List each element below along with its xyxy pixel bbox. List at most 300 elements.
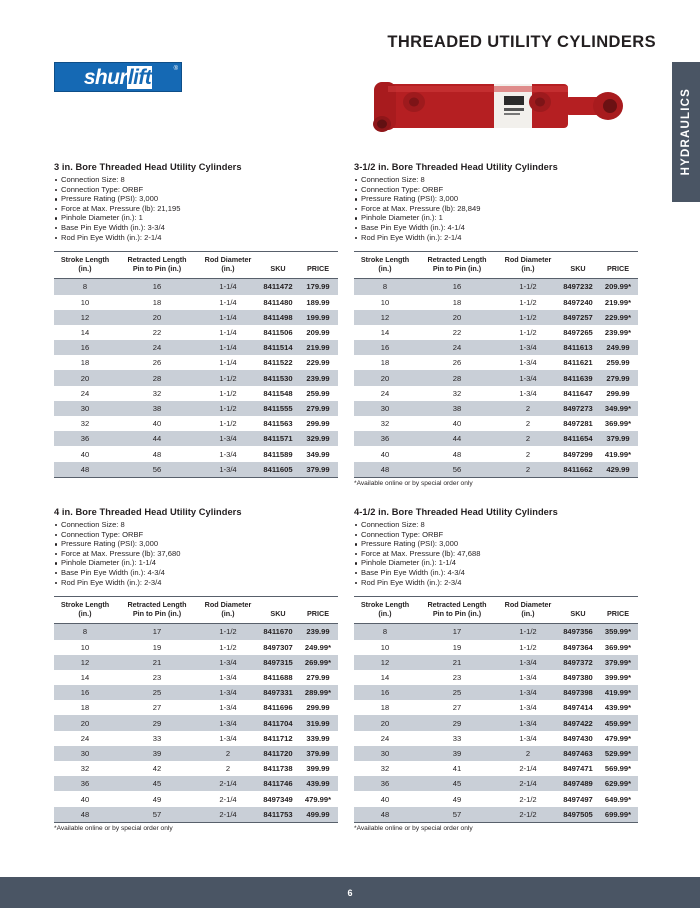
cell-sku: 8497430 [558, 731, 598, 746]
cell-sku: 8411530 [258, 370, 298, 385]
table-row [54, 462, 338, 478]
cell-stroke-length: 20 [54, 370, 116, 385]
cell-stroke-length: 30 [354, 401, 416, 416]
spec-item: Rod Pin Eye Width (in.): 2-1/4 [54, 233, 326, 243]
cell-retracted-length: 27 [416, 700, 498, 715]
spec-item: Connection Type: ORBF [354, 185, 626, 195]
spec-item: Force at Max. Pressure (lb): 21,195 [54, 204, 326, 214]
cell-sku: 8411613 [558, 340, 598, 355]
cell-rod-diameter: 1-3/4 [198, 462, 258, 478]
cell-price: 439.99* [598, 700, 638, 715]
availability-footnote: *Available online or by special order only [54, 825, 173, 833]
spec-item: Pinhole Diameter (in.): 1 [54, 213, 326, 223]
cell-price: 259.99 [298, 386, 338, 401]
cell-sku: 8497497 [558, 791, 598, 806]
cell-stroke-length: 36 [54, 776, 116, 791]
table-row [54, 279, 338, 295]
table-row [354, 685, 638, 700]
cell-price: 209.99 [298, 325, 338, 340]
cell-price: 379.99 [598, 431, 638, 446]
cell-rod-diameter: 2 [198, 761, 258, 776]
cell-stroke-length: 10 [54, 295, 116, 310]
cell-sku: 8497380 [558, 670, 598, 685]
cell-rod-diameter: 1-3/4 [498, 386, 558, 401]
column-header-stroke-length: Stroke Length (in.) [354, 597, 416, 624]
cell-rod-diameter: 1-1/4 [198, 325, 258, 340]
cell-rod-diameter: 1-1/2 [198, 370, 258, 385]
cell-sku: 8411472 [258, 279, 298, 295]
cell-stroke-length: 32 [54, 416, 116, 431]
cell-retracted-length: 21 [416, 655, 498, 670]
product-table [354, 596, 638, 823]
cell-stroke-length: 16 [54, 685, 116, 700]
cell-rod-diameter: 2 [498, 401, 558, 416]
cell-price: 299.99 [598, 386, 638, 401]
table-row [354, 731, 638, 746]
page-content [54, 62, 646, 877]
cell-price: 249.99* [298, 640, 338, 655]
cell-rod-diameter: 1-3/4 [498, 685, 558, 700]
table-row [354, 670, 638, 685]
cell-stroke-length: 10 [354, 295, 416, 310]
cell-stroke-length: 24 [54, 731, 116, 746]
table-row [54, 431, 338, 446]
cell-rod-diameter: 2-1/2 [498, 807, 558, 823]
cell-retracted-length: 29 [416, 715, 498, 730]
cell-sku: 8497281 [558, 416, 598, 431]
cell-retracted-length: 56 [116, 462, 198, 478]
cell-rod-diameter: 2-1/2 [498, 791, 558, 806]
table-row [54, 715, 338, 730]
cell-price: 199.99 [298, 310, 338, 325]
cell-rod-diameter: 1-3/4 [498, 370, 558, 385]
cell-retracted-length: 39 [416, 746, 498, 761]
table-row [54, 746, 338, 761]
cell-price: 239.99 [298, 624, 338, 640]
cell-stroke-length: 24 [354, 731, 416, 746]
cell-sku: 8497422 [558, 715, 598, 730]
table-row [354, 340, 638, 355]
cell-price: 289.99* [298, 685, 338, 700]
cell-sku: 8411480 [258, 295, 298, 310]
cell-price: 179.99 [298, 279, 338, 295]
cell-rod-diameter: 1-1/2 [198, 386, 258, 401]
cell-retracted-length: 48 [116, 446, 198, 461]
cell-rod-diameter: 2-1/4 [498, 761, 558, 776]
cell-sku: 8497372 [558, 655, 598, 670]
table-row [54, 761, 338, 776]
section-block-bore-3 [54, 162, 330, 478]
cell-price: 229.99* [598, 310, 638, 325]
cell-stroke-length: 10 [54, 640, 116, 655]
cell-price: 369.99* [598, 416, 638, 431]
cell-price: 349.99* [598, 401, 638, 416]
cell-sku: 8497398 [558, 685, 598, 700]
cell-stroke-length: 20 [354, 715, 416, 730]
cell-stroke-length: 48 [354, 807, 416, 823]
cell-retracted-length: 18 [416, 295, 498, 310]
logo-text-shur: shur [83, 65, 127, 89]
spec-item: Rod Pin Eye Width (in.): 2-3/4 [54, 578, 326, 588]
cell-price: 229.99 [298, 355, 338, 370]
shurlift-logo-badge [54, 62, 182, 92]
spec-item: Connection Size: 8 [54, 175, 326, 185]
cell-retracted-length: 44 [116, 431, 198, 446]
cell-sku: 8411589 [258, 446, 298, 461]
cell-sku: 8497307 [258, 640, 298, 655]
cell-retracted-length: 25 [116, 685, 198, 700]
cell-sku: 8411753 [258, 807, 298, 823]
table-row [54, 370, 338, 385]
table-row [354, 431, 638, 446]
cell-sku: 8497315 [258, 655, 298, 670]
column-header-rod-diameter: Rod Diameter (in.) [498, 252, 558, 279]
cell-price: 259.99 [598, 355, 638, 370]
cell-rod-diameter: 1-1/4 [198, 295, 258, 310]
cell-sku: 8411555 [258, 401, 298, 416]
cell-price: 379.99* [598, 655, 638, 670]
cell-sku: 8411514 [258, 340, 298, 355]
table-row [54, 401, 338, 416]
cell-stroke-length: 30 [354, 746, 416, 761]
cell-sku: 8411621 [558, 355, 598, 370]
column-header-price: PRICE [598, 252, 638, 279]
cell-sku: 8411696 [258, 700, 298, 715]
cell-stroke-length: 10 [354, 640, 416, 655]
column-header-retracted-length: Retracted Length Pin to Pin (in.) [416, 597, 498, 624]
cell-rod-diameter: 1-1/2 [198, 624, 258, 640]
cell-retracted-length: 49 [116, 791, 198, 806]
cell-rod-diameter: 1-1/4 [198, 310, 258, 325]
cell-price: 569.99* [598, 761, 638, 776]
cell-rod-diameter: 1-3/4 [198, 685, 258, 700]
cell-price: 479.99* [598, 731, 638, 746]
cell-stroke-length: 48 [54, 807, 116, 823]
product-table [54, 596, 338, 823]
cell-sku: 8411688 [258, 670, 298, 685]
cell-price: 299.99 [298, 416, 338, 431]
table-row [54, 295, 338, 310]
cell-rod-diameter: 2-1/4 [198, 776, 258, 791]
cell-rod-diameter: 2 [198, 746, 258, 761]
cell-retracted-length: 25 [416, 685, 498, 700]
cell-stroke-length: 12 [354, 655, 416, 670]
cell-stroke-length: 40 [354, 791, 416, 806]
cell-sku: 8497414 [558, 700, 598, 715]
cell-price: 369.99* [598, 640, 638, 655]
cell-price: 529.99* [598, 746, 638, 761]
cell-stroke-length: 14 [54, 325, 116, 340]
cell-rod-diameter: 2 [498, 416, 558, 431]
cell-price: 219.99 [298, 340, 338, 355]
cell-retracted-length: 28 [416, 370, 498, 385]
column-header-retracted-length: Retracted Length Pin to Pin (in.) [116, 597, 198, 624]
column-header-sku: SKU [258, 597, 298, 624]
cell-rod-diameter: 1-1/2 [498, 640, 558, 655]
cell-price: 279.99 [298, 670, 338, 685]
cell-rod-diameter: 2-1/4 [198, 791, 258, 806]
spec-item: Pressure Rating (PSI): 3,000 [54, 194, 326, 204]
table-row [354, 386, 638, 401]
cell-retracted-length: 17 [116, 624, 198, 640]
table-row [54, 791, 338, 806]
cell-rod-diameter: 1-1/4 [198, 355, 258, 370]
page-footer [0, 877, 700, 908]
cell-sku: 8411498 [258, 310, 298, 325]
table-row [54, 776, 338, 791]
table-row [54, 310, 338, 325]
column-header-price: PRICE [298, 252, 338, 279]
cell-price: 279.99 [298, 401, 338, 416]
cell-price: 459.99* [598, 715, 638, 730]
table-row [54, 655, 338, 670]
cell-stroke-length: 18 [54, 355, 116, 370]
spec-item: Connection Type: ORBF [354, 530, 626, 540]
table-row [354, 310, 638, 325]
cell-stroke-length: 14 [54, 670, 116, 685]
cell-stroke-length: 18 [354, 355, 416, 370]
cell-price: 379.99 [298, 746, 338, 761]
cell-price: 269.99* [298, 655, 338, 670]
cell-rod-diameter: 1-3/4 [498, 731, 558, 746]
cell-sku: 8497257 [558, 310, 598, 325]
page-title: THREADED UTILITY CYLINDERS [387, 33, 656, 51]
table-row [354, 279, 638, 295]
cell-sku: 8411639 [558, 370, 598, 385]
cell-retracted-length: 48 [416, 446, 498, 461]
cell-rod-diameter: 1-3/4 [498, 340, 558, 355]
cell-retracted-length: 40 [416, 416, 498, 431]
cell-rod-diameter: 1-3/4 [498, 715, 558, 730]
spec-item: Pinhole Diameter (in.): 1 [354, 213, 626, 223]
cell-retracted-length: 20 [416, 310, 498, 325]
cell-retracted-length: 32 [116, 386, 198, 401]
product-photo-cylinder [354, 62, 646, 158]
cell-rod-diameter: 1-1/2 [198, 401, 258, 416]
cell-sku: 8411704 [258, 715, 298, 730]
cell-stroke-length: 24 [54, 386, 116, 401]
cell-retracted-length: 45 [116, 776, 198, 791]
cell-rod-diameter: 1-3/4 [198, 700, 258, 715]
cell-retracted-length: 28 [116, 370, 198, 385]
cell-price: 379.99 [298, 462, 338, 478]
section-block-bore-4-5 [354, 507, 632, 833]
cell-retracted-length: 57 [116, 807, 198, 823]
cell-stroke-length: 18 [354, 700, 416, 715]
cell-retracted-length: 38 [416, 401, 498, 416]
cell-sku: 8411670 [258, 624, 298, 640]
table-row [54, 700, 338, 715]
cell-rod-diameter: 1-3/4 [198, 446, 258, 461]
cell-retracted-length: 49 [416, 791, 498, 806]
cell-stroke-length: 32 [54, 761, 116, 776]
cell-stroke-length: 30 [54, 746, 116, 761]
table-row [354, 746, 638, 761]
cell-price: 499.99 [298, 807, 338, 823]
cell-stroke-length: 36 [54, 431, 116, 446]
cell-retracted-length: 24 [416, 340, 498, 355]
cell-price: 399.99* [598, 670, 638, 685]
spec-item: Pressure Rating (PSI): 3,000 [354, 194, 626, 204]
cell-retracted-length: 40 [116, 416, 198, 431]
cell-retracted-length: 16 [116, 279, 198, 295]
cell-retracted-length: 19 [416, 640, 498, 655]
cell-sku: 8411720 [258, 746, 298, 761]
cell-rod-diameter: 1-3/4 [498, 700, 558, 715]
spec-item: Rod Pin Eye Width (in.): 2-1/4 [354, 233, 626, 243]
cell-retracted-length: 21 [116, 655, 198, 670]
cell-rod-diameter: 1-1/4 [198, 340, 258, 355]
column-header-sku: SKU [558, 597, 598, 624]
cell-retracted-length: 19 [116, 640, 198, 655]
cell-retracted-length: 20 [116, 310, 198, 325]
section-title: 3 in. Bore Threaded Head Utility Cylinders [54, 162, 242, 172]
cell-sku: 8411571 [258, 431, 298, 446]
cell-price: 629.99* [598, 776, 638, 791]
cell-sku: 8411738 [258, 761, 298, 776]
cell-sku: 8497240 [558, 295, 598, 310]
table-header-row [354, 252, 638, 279]
cell-retracted-length: 42 [116, 761, 198, 776]
column-header-sku: SKU [558, 252, 598, 279]
cell-rod-diameter: 1-1/2 [498, 624, 558, 640]
column-header-stroke-length: Stroke Length (in.) [54, 252, 116, 279]
availability-footnote: *Available online or by special order only [354, 480, 473, 488]
column-header-stroke-length: Stroke Length (in.) [354, 252, 416, 279]
cell-retracted-length: 33 [116, 731, 198, 746]
column-header-rod-diameter: Rod Diameter (in.) [498, 597, 558, 624]
cell-sku: 8411563 [258, 416, 298, 431]
spec-item: Connection Type: ORBF [54, 185, 326, 195]
cell-retracted-length: 45 [416, 776, 498, 791]
column-header-sku: SKU [258, 252, 298, 279]
table-row [54, 640, 338, 655]
cell-price: 479.99* [298, 791, 338, 806]
cell-stroke-length: 8 [54, 624, 116, 640]
spec-item: Connection Size: 8 [354, 175, 626, 185]
spec-item: Pressure Rating (PSI): 3,000 [354, 539, 626, 549]
spec-item: Pinhole Diameter (in.): 1-1/4 [54, 558, 326, 568]
cell-rod-diameter: 1-3/4 [198, 431, 258, 446]
cell-price: 419.99* [598, 446, 638, 461]
spec-item: Pinhole Diameter (in.): 1-1/4 [354, 558, 626, 568]
cell-stroke-length: 12 [354, 310, 416, 325]
product-table [354, 251, 638, 478]
cell-sku: 8411654 [558, 431, 598, 446]
cell-sku: 8497489 [558, 776, 598, 791]
spec-item: Connection Size: 8 [354, 520, 626, 530]
table-row [354, 715, 638, 730]
table-header-row [354, 597, 638, 624]
table-row [54, 416, 338, 431]
registered-mark-icon: ® [173, 66, 178, 72]
cell-stroke-length: 12 [54, 310, 116, 325]
table-row [54, 624, 338, 640]
table-row [354, 761, 638, 776]
cell-price: 299.99 [298, 700, 338, 715]
cell-retracted-length: 29 [116, 715, 198, 730]
cell-price: 439.99 [298, 776, 338, 791]
cell-retracted-length: 17 [416, 624, 498, 640]
cell-rod-diameter: 1-3/4 [198, 715, 258, 730]
cell-rod-diameter: 1-3/4 [498, 670, 558, 685]
section-tab-label: HYDRAULICS [680, 88, 692, 176]
spec-item: Base Pin Eye Width (in.): 4-1/4 [354, 223, 626, 233]
cell-rod-diameter: 1-3/4 [198, 655, 258, 670]
spec-item: Connection Size: 8 [54, 520, 326, 530]
section-block-bore-4 [54, 507, 332, 833]
cell-sku: 8411746 [258, 776, 298, 791]
cell-price: 249.99 [598, 340, 638, 355]
cell-sku: 8411662 [558, 462, 598, 478]
cell-sku: 8497232 [558, 279, 598, 295]
brand-logo [54, 62, 294, 160]
cell-stroke-length: 48 [54, 462, 116, 478]
cell-retracted-length: 22 [416, 325, 498, 340]
spec-item: Rod Pin Eye Width (in.): 2-3/4 [354, 578, 626, 588]
section-title: 3-1/2 in. Bore Threaded Head Utility Cylinders [354, 162, 558, 172]
cell-price: 399.99 [298, 761, 338, 776]
cell-price: 219.99* [598, 295, 638, 310]
table-row [54, 685, 338, 700]
cell-sku: 8497265 [558, 325, 598, 340]
cell-sku: 8497356 [558, 624, 598, 640]
cell-rod-diameter: 1-3/4 [198, 670, 258, 685]
logo-wordmark [84, 67, 152, 88]
spec-item: Pressure Rating (PSI): 3,000 [54, 539, 326, 549]
cell-retracted-length: 26 [116, 355, 198, 370]
table-row [354, 462, 638, 478]
cell-price: 189.99 [298, 295, 338, 310]
cell-stroke-length: 16 [354, 340, 416, 355]
table-row [354, 640, 638, 655]
cell-rod-diameter: 2-1/4 [498, 776, 558, 791]
cell-stroke-length: 30 [54, 401, 116, 416]
cell-price: 699.99* [598, 807, 638, 823]
column-header-price: PRICE [598, 597, 638, 624]
cell-stroke-length: 20 [54, 715, 116, 730]
page-number: 6 [347, 887, 353, 898]
table-row [354, 416, 638, 431]
cell-retracted-length: 24 [116, 340, 198, 355]
cell-rod-diameter: 1-3/4 [198, 731, 258, 746]
cell-rod-diameter: 2 [498, 431, 558, 446]
cell-retracted-length: 23 [416, 670, 498, 685]
cell-stroke-length: 20 [354, 370, 416, 385]
cell-rod-diameter: 2 [498, 746, 558, 761]
table-row [354, 401, 638, 416]
cell-rod-diameter: 2 [498, 462, 558, 478]
cell-retracted-length: 41 [416, 761, 498, 776]
cell-retracted-length: 33 [416, 731, 498, 746]
cell-rod-diameter: 1-1/4 [198, 279, 258, 295]
cell-retracted-length: 26 [416, 355, 498, 370]
spec-item: Force at Max. Pressure (lb): 28,849 [354, 204, 626, 214]
spec-item: Base Pin Eye Width (in.): 4-3/4 [54, 568, 326, 578]
cell-price: 239.99 [298, 370, 338, 385]
table-row [354, 624, 638, 640]
cell-price: 419.99* [598, 685, 638, 700]
table-row [54, 325, 338, 340]
column-header-rod-diameter: Rod Diameter (in.) [198, 252, 258, 279]
cell-sku: 8497299 [558, 446, 598, 461]
cell-price: 339.99 [298, 731, 338, 746]
logo-text-lift: lift [127, 65, 152, 89]
section-title: 4-1/2 in. Bore Threaded Head Utility Cylinders [354, 507, 558, 517]
table-row [354, 807, 638, 823]
table-row [354, 370, 638, 385]
cell-price: 649.99* [598, 791, 638, 806]
